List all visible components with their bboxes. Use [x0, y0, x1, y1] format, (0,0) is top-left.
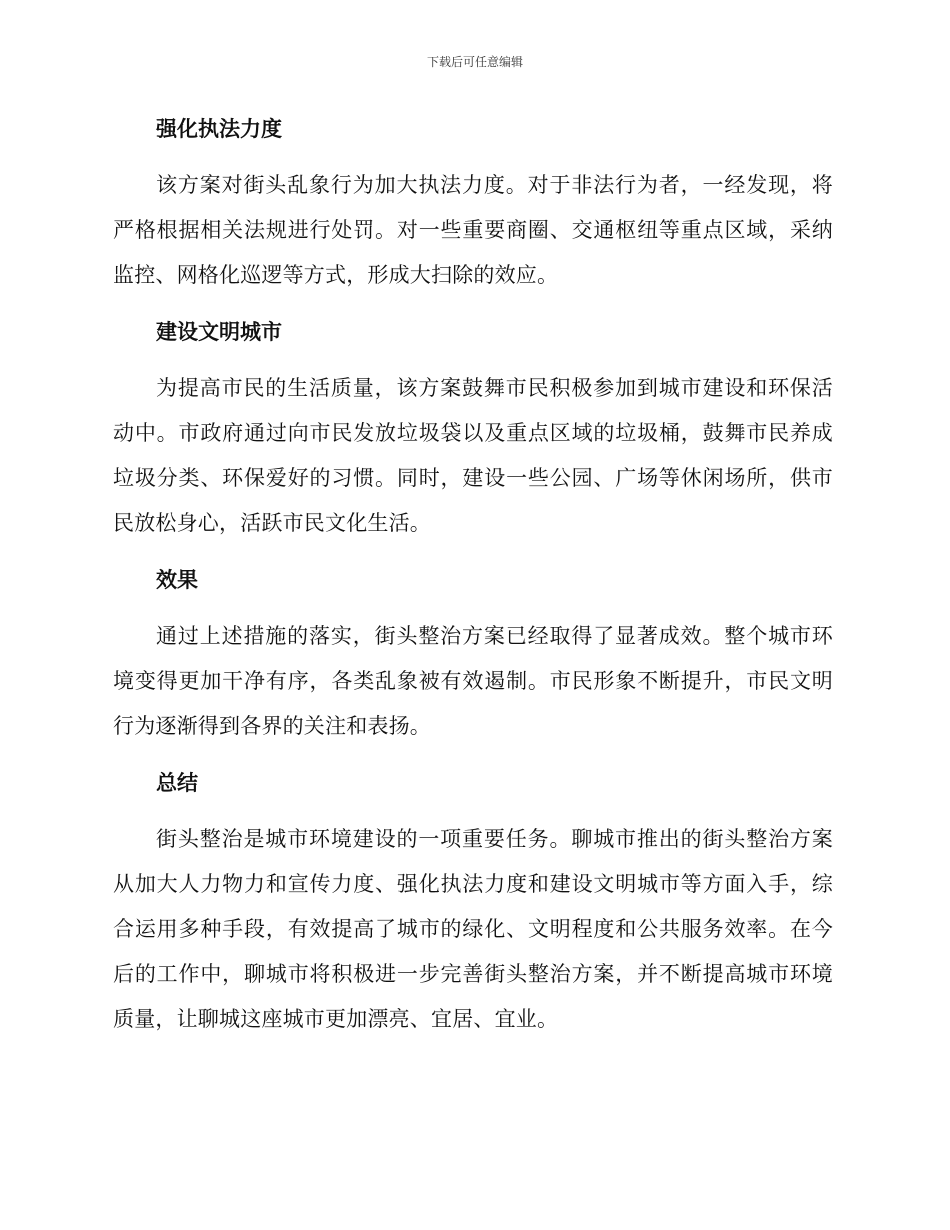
section-paragraph: 街头整治是城市环境建设的一项重要任务。聊城市推出的街头整治方案从加大人力物力和宣传力度、强化执法力度和建设文明城市等方面入手，综合运用多种手段，有效提高了城市的绿化、文明程度和公共服务效率。在今后的工作中，聊城市将积极进一步完善街头整治方案，并不断提高城市环境质量，让聊城这座城市更加漂亮、宜居、宜业。	[113, 827, 833, 1031]
section-heading: 建设文明城市	[156, 320, 282, 344]
section-heading: 强化执法力度	[156, 117, 282, 141]
section-paragraph: 通过上述措施的落实，街头整治方案已经取得了显著成效。整个城市环境变得更加干净有序，各类乱象被有效遏制。市民形象不断提升，市民文明行为逐渐得到各界的关注和表扬。	[113, 624, 833, 738]
section-effect	[113, 558, 833, 749]
section-paragraph: 为提高市民的生活质量，该方案鼓舞市民积极参加到城市建设和环保活动中。市政府通过向市民发放垃圾袋以及重点区域的垃圾桶，鼓舞市民养成垃圾分类、环保爱好的习惯。同时，建设一些公园、广场等休闲场所，供市民放松身心，活跃市民文化生活。	[113, 376, 833, 535]
section-heading: 效果	[156, 568, 198, 592]
section-summary	[113, 761, 833, 1042]
section-heading: 总结	[156, 771, 198, 795]
section-enforcement	[113, 107, 833, 298]
page-header-note: 下载后可任意编辑	[426, 55, 523, 69]
section-paragraph: 该方案对街头乱象行为加大执法力度。对于非法行为者，一经发现，将严格根据相关法规进行处罚。对一些重要商圈、交通枢纽等重点区域，采纳监控、网格化巡逻等方式，形成大扫除的效应。	[113, 173, 833, 287]
section-civilized-city	[113, 310, 833, 546]
document-body	[113, 107, 833, 1054]
